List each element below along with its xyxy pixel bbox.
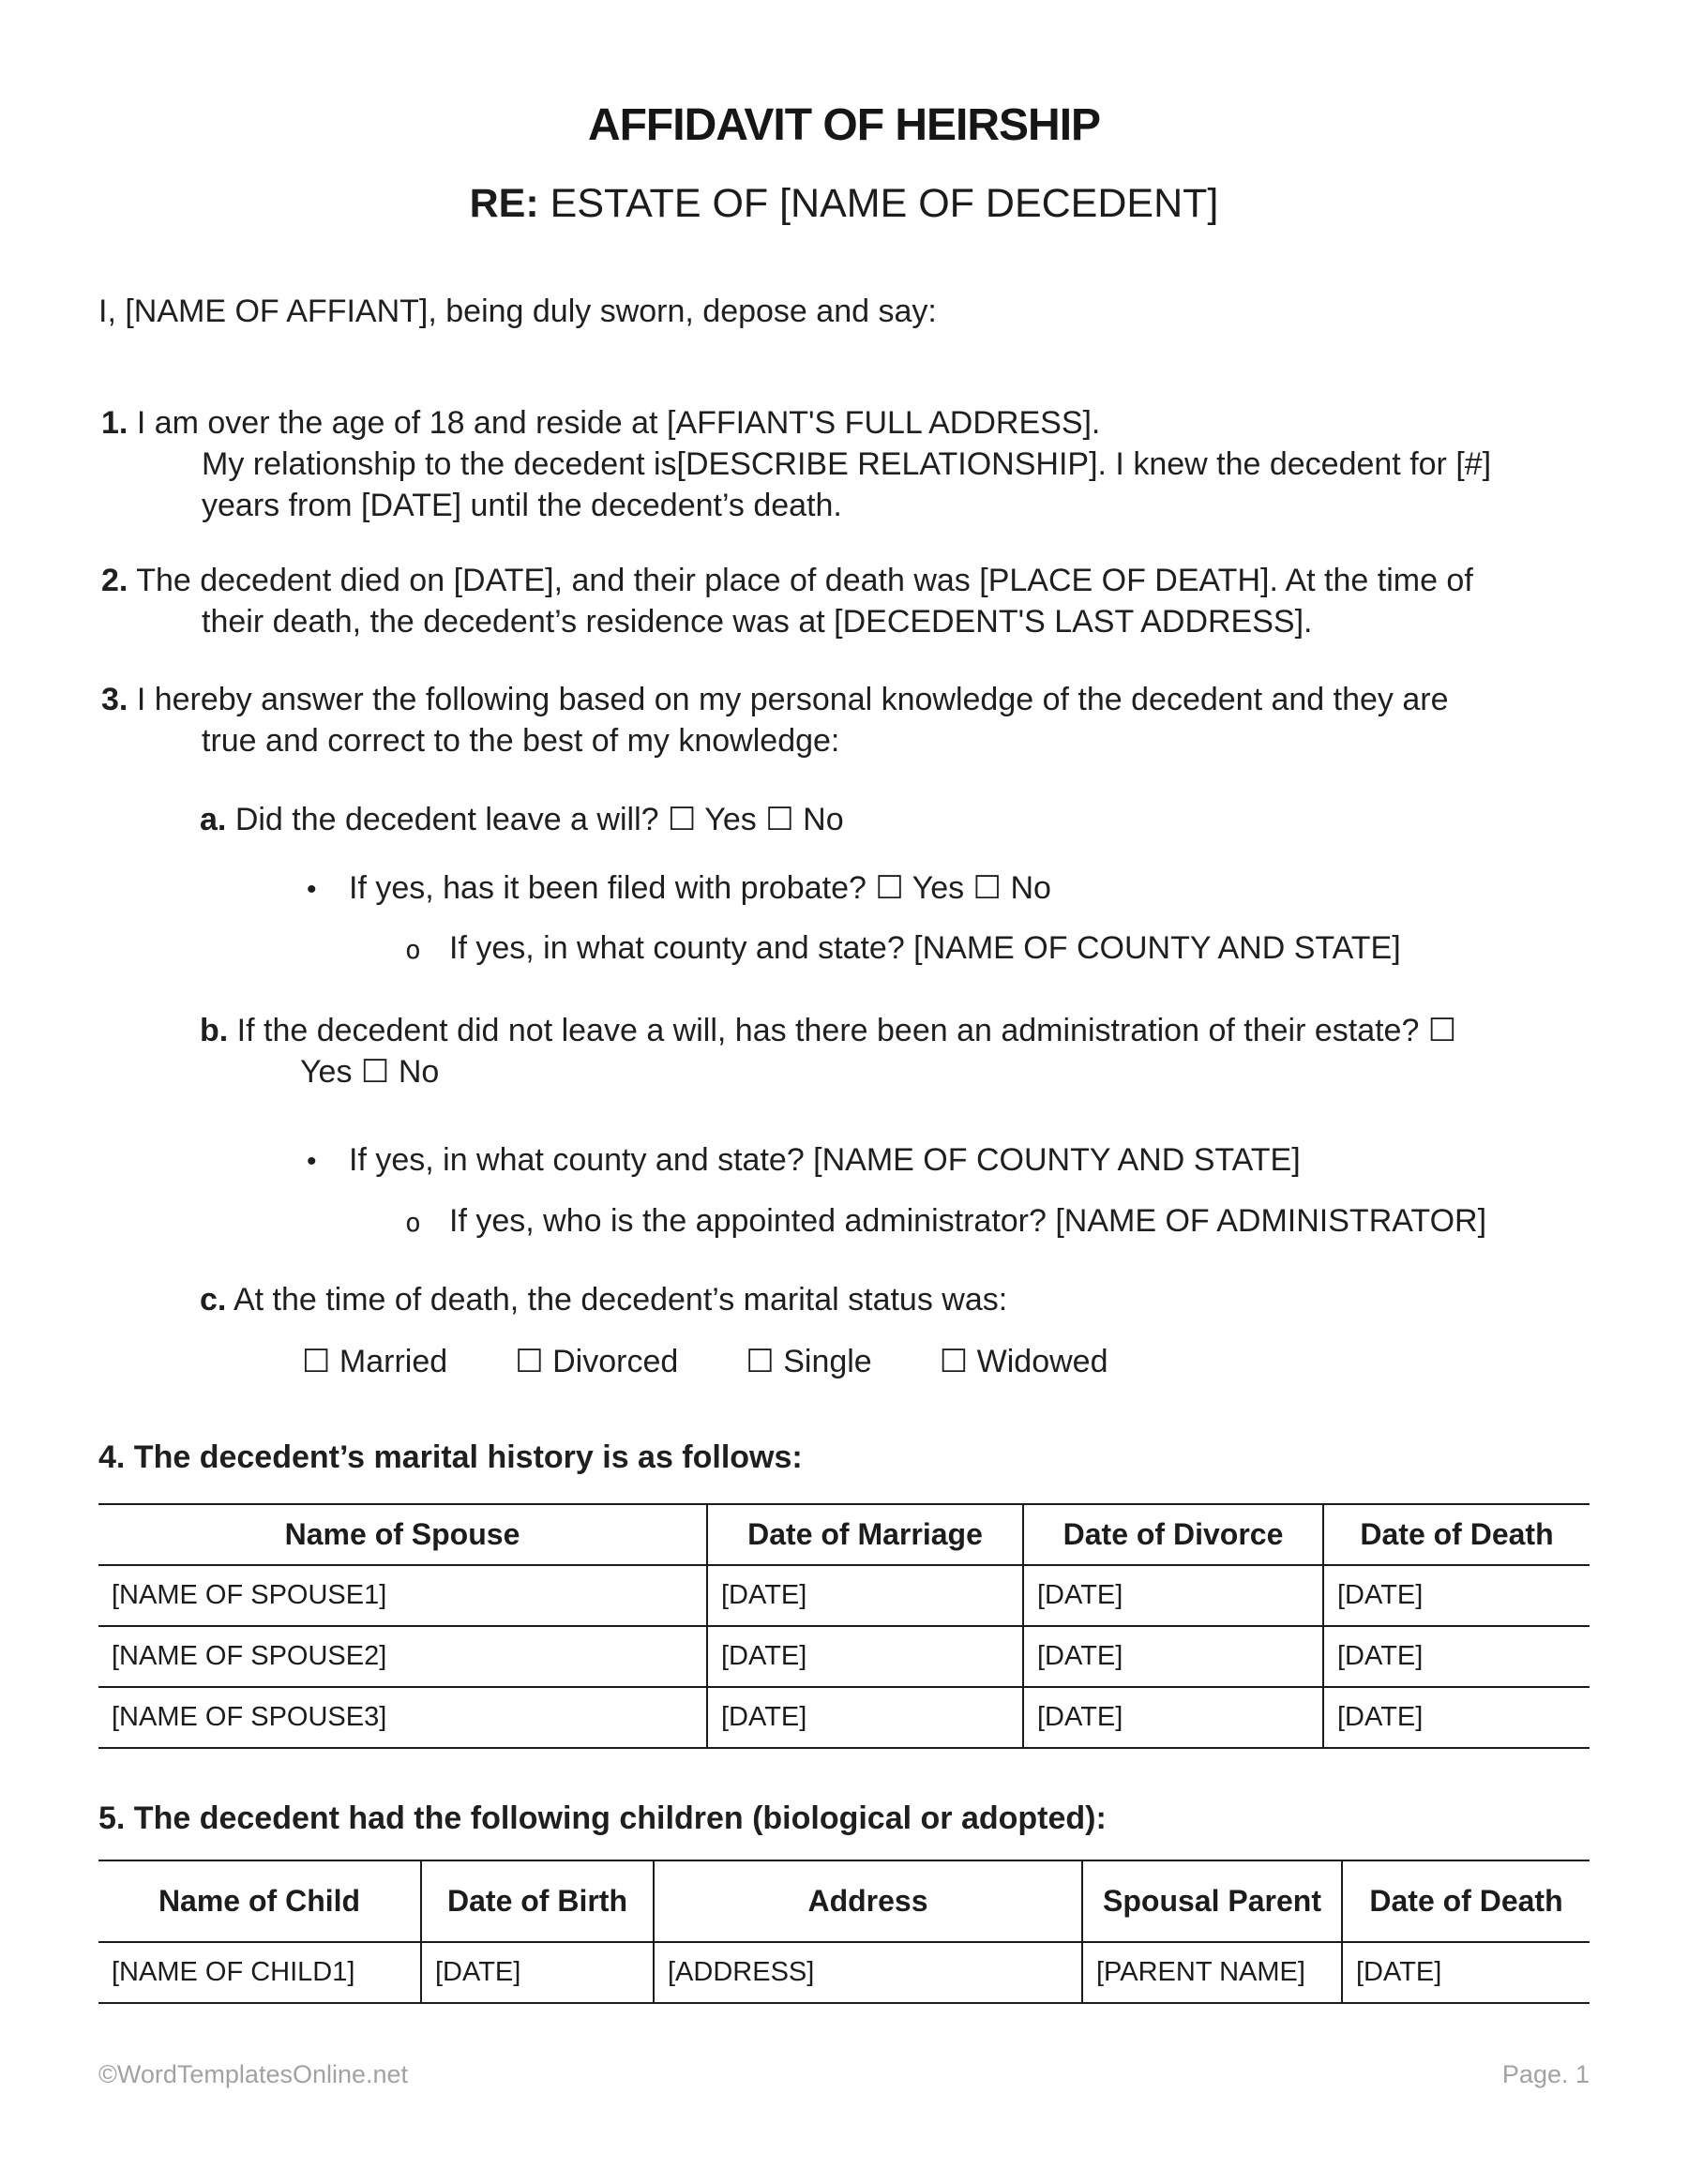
table-cell: [DATE] — [1023, 1626, 1323, 1687]
bullet-icon: • — [307, 1146, 317, 1177]
bullet-icon: • — [307, 874, 317, 905]
circle-bullet-icon: o — [405, 934, 421, 965]
bullet-item-county-b — [98, 1139, 1590, 1182]
marital-option-married: ☐ Married — [302, 1344, 448, 1379]
item-2-number: 2. — [101, 563, 128, 598]
column-header: Address — [654, 1860, 1082, 1942]
section-heading-5: 5. The decedent had the following children (biological or adopted): — [98, 1800, 1107, 1836]
column-header: Date of Divorce — [1023, 1504, 1323, 1565]
table-row — [98, 1626, 1590, 1687]
table-row — [98, 1942, 1590, 2003]
circle-item-administrator — [98, 1200, 1590, 1243]
item-b-text: If the decedent did not leave a will, has there been an administration of their estate? ☐ Yes ☐ No — [236, 1013, 1457, 1090]
footer-copyright: ©WordTemplatesOnline.net — [98, 2060, 409, 2088]
column-header: Spousal Parent — [1082, 1860, 1342, 1942]
circle-bullet-icon: o — [405, 1207, 421, 1238]
footer-page-number: Page. 1 — [1501, 2060, 1590, 2088]
numbered-item-3 — [98, 679, 1590, 761]
table-cell: [NAME OF SPOUSE1] — [98, 1565, 707, 1626]
bullet-item-probate-text: If yes, has it been filed with probate? ☐ Yes ☐ No — [349, 870, 1051, 906]
table-cell: [DATE] — [1323, 1565, 1590, 1626]
column-header: Name of Spouse — [98, 1504, 707, 1565]
table-cell: [NAME OF SPOUSE2] — [98, 1626, 707, 1687]
page-footer — [98, 2058, 1590, 2090]
numbered-item-2 — [98, 560, 1590, 642]
lettered-item-b — [98, 1010, 1590, 1092]
item-c-letter: c. — [200, 1282, 227, 1318]
item-1-text: I am over the age of 18 and reside at [AFFIANT'S FULL ADDRESS]. My relationship to the decedent is[DESCRIBE RELATIONSHIP]. I knew the decedent for [#] years from [DATE] until the decedent’s death. — [136, 405, 1492, 523]
lettered-item-a — [98, 799, 1590, 840]
table-row — [98, 1687, 1590, 1748]
item-3-text: I hereby answer the following based on my personal knowledge of the decedent and they are true and correct to the best of my knowledge: — [136, 682, 1449, 759]
bullet-item-probate — [98, 867, 1590, 911]
item-b-letter: b. — [200, 1013, 229, 1048]
marital-option-divorced: ☐ Divorced — [515, 1344, 679, 1379]
table-cell: [DATE] — [1023, 1687, 1323, 1748]
marital-status-options — [98, 1341, 1590, 1382]
column-header: Date of Death — [1323, 1504, 1590, 1565]
marital-history-table — [98, 1503, 1590, 1749]
column-header: Date of Death — [1342, 1860, 1590, 1942]
table-cell: [DATE] — [707, 1626, 1023, 1687]
table-cell: [DATE] — [1323, 1687, 1590, 1748]
table-cell: [NAME OF CHILD1] — [98, 1942, 421, 2003]
table-cell: [PARENT NAME] — [1082, 1942, 1342, 2003]
item-3-number: 3. — [101, 682, 128, 717]
table-cell: [ADDRESS] — [654, 1942, 1082, 2003]
table-cell: [DATE] — [1342, 1942, 1590, 2003]
table-row — [98, 1565, 1590, 1626]
item-a-text: Did the decedent leave a will? ☐ Yes ☐ No — [234, 802, 844, 837]
table-cell: [DATE] — [1023, 1565, 1323, 1626]
marital-option-widowed: ☐ Widowed — [939, 1344, 1108, 1379]
document-title: AFFIDAVIT OF HEIRSHIP — [587, 100, 1101, 150]
table-cell: [DATE] — [1323, 1626, 1590, 1687]
table-cell: [DATE] — [707, 1565, 1023, 1626]
subtitle-re-prefix: RE: — [469, 181, 539, 226]
bullet-item-county-b-text: If yes, in what county and state? [NAME OF COUNTY AND STATE] — [349, 1142, 1301, 1178]
item-a-letter: a. — [200, 802, 227, 837]
numbered-item-1 — [98, 402, 1590, 526]
column-header: Name of Child — [98, 1860, 421, 1942]
section-heading-4: 4. The decedent’s marital history is as follows: — [98, 1439, 803, 1475]
item-1-number: 1. — [101, 405, 128, 441]
item-2-text: The decedent died on [DATE], and their place of death was [PLACE OF DEATH]. At the time of their death, the decedent’s residence was at [DECEDENT'S LAST ADDRESS]. — [136, 563, 1473, 640]
circle-item-county-a-text: If yes, in what county and state? [NAME OF COUNTY AND STATE] — [449, 930, 1401, 966]
circle-item-county-a — [98, 927, 1590, 971]
table-header-row — [98, 1504, 1590, 1565]
column-header: Date of Marriage — [707, 1504, 1023, 1565]
table-header-row — [98, 1860, 1590, 1942]
item-c-text: At the time of death, the decedent’s marital status was: — [233, 1282, 1008, 1318]
lettered-item-c — [98, 1279, 1590, 1320]
table-cell: [DATE] — [421, 1942, 654, 2003]
document-subtitle — [98, 179, 1590, 228]
marital-option-single: ☐ Single — [746, 1344, 872, 1379]
subtitle-rest: ESTATE OF [NAME OF DECEDENT] — [538, 181, 1219, 226]
table-cell: [NAME OF SPOUSE3] — [98, 1687, 707, 1748]
table-cell: [DATE] — [707, 1687, 1023, 1748]
children-table — [98, 1860, 1590, 2004]
intro-paragraph: I, [NAME OF AFFIANT], being duly sworn, depose and say: — [98, 294, 937, 329]
circle-item-administrator-text: If yes, who is the appointed administrator? [NAME OF ADMINISTRATOR] — [449, 1203, 1487, 1239]
column-header: Date of Birth — [421, 1860, 654, 1942]
